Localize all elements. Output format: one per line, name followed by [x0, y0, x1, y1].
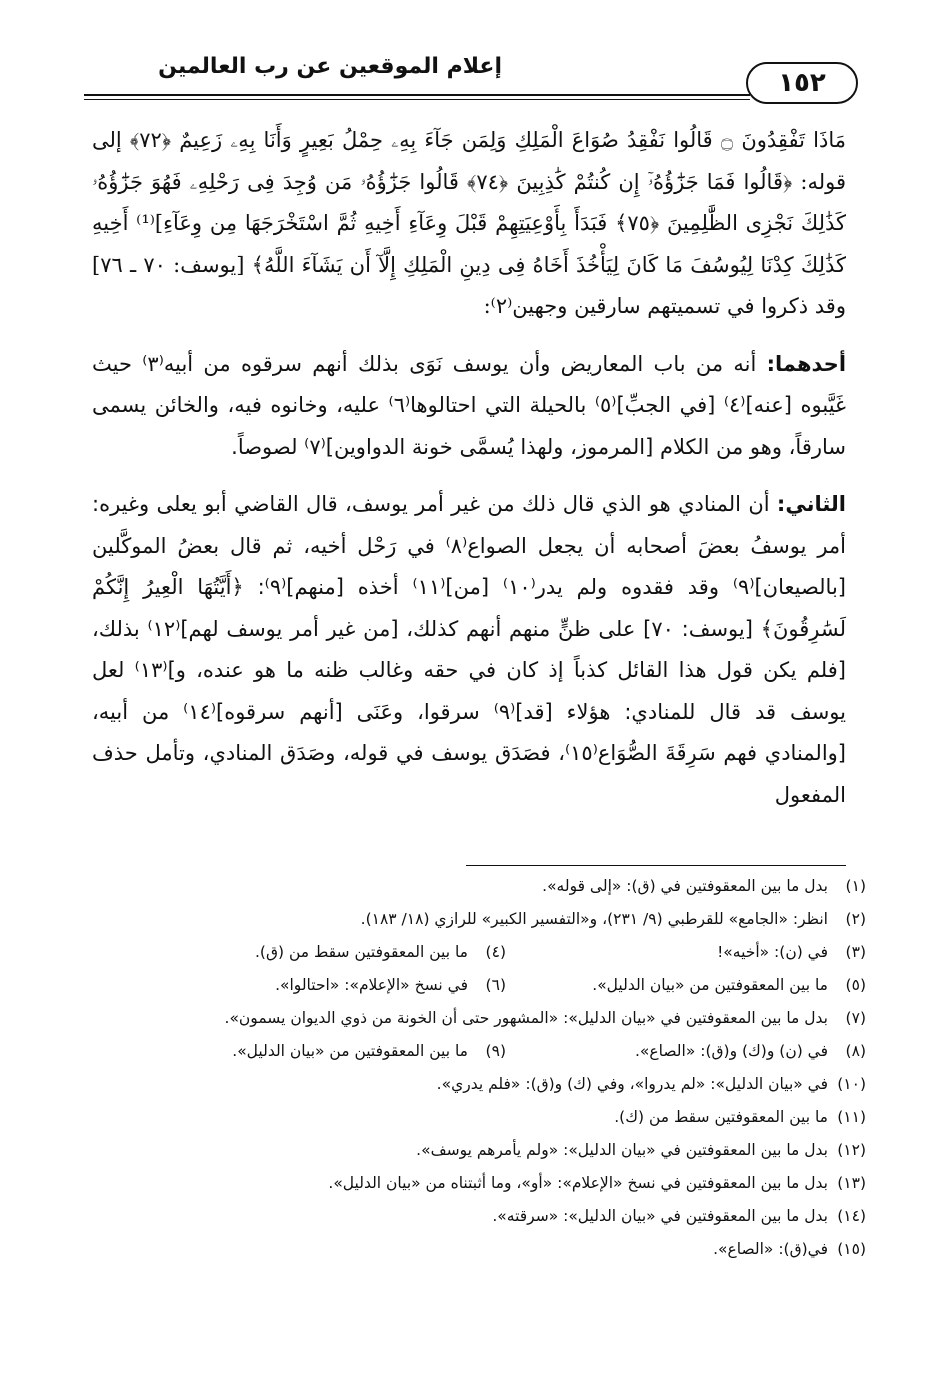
running-title: إعلام الموقعين عن رب العالمين	[158, 54, 502, 79]
paragraph-second-view	[92, 484, 846, 816]
footnotes	[92, 876, 866, 1272]
footnote-item	[92, 1074, 866, 1094]
footnote-text: في(ق): «الصاع».	[713, 1240, 828, 1258]
footnote-text: ما بين المعقوفتين من «بيان الدليل».	[592, 976, 828, 994]
footnote-text: في (ن) و(ك) و(ق): «الصاع».	[634, 1042, 828, 1060]
footnote-item	[92, 1239, 866, 1259]
paragraph-first-view	[92, 344, 846, 469]
paragraph-lead-first: أحدهما:	[766, 351, 847, 376]
footnote-number: (٢)	[845, 910, 866, 928]
footnote-text: بدل ما بين المعقوفتين في «بيان الدليل»: «سرقته».	[492, 1207, 828, 1225]
footnote-number: (١٠)	[837, 1075, 866, 1093]
footnote-item	[92, 1140, 866, 1160]
footnote-item	[92, 1008, 866, 1028]
footnote-number: (٥)	[845, 976, 866, 994]
footnote-number: (٣)	[845, 943, 866, 961]
footnote-text: انظر: «الجامع» للقرطبي (٩/ ٢٣١)، و«التفسير الكبير» للرازي (١٨/ ١٨٣).	[360, 910, 828, 928]
paragraph-lead-second: الثاني:	[776, 492, 846, 516]
footnote-text: بدل ما بين المعقوفتين في (ق): «إلى قوله».	[542, 877, 828, 895]
header-rule	[84, 94, 750, 96]
footnote-text: بدل ما بين المعقوفتين في «بيان الدليل»: «ولم يأمرهم يوسف».	[416, 1141, 828, 1159]
footnote-item	[92, 876, 866, 896]
page-number: ١٥٢	[778, 68, 826, 98]
footnote-number: (١٥)	[837, 1240, 866, 1258]
footnote-item	[92, 909, 866, 929]
footnote-text: بدل ما بين المعقوفتين في نسخ «الإعلام»: «أو»، وما أثبتناه من «بيان الدليل».	[328, 1174, 828, 1192]
footnote-number: (٨)	[845, 1042, 866, 1060]
footnote-pair	[92, 1041, 866, 1061]
footnote-text: ما بين المعقوفتين سقط من (ق).	[254, 943, 468, 961]
footnote-number: (١)	[845, 877, 866, 895]
footnote-text: ما بين المعقوفتين من «بيان الدليل».	[232, 1042, 468, 1060]
footnote-number: (٧)	[845, 1009, 866, 1027]
footnote-number: (١٣)	[837, 1174, 866, 1192]
header-rule-thin	[84, 99, 750, 100]
footnote-number: (٩)	[485, 1042, 506, 1060]
footnote-item	[92, 1173, 866, 1193]
footnote-number: (٤)	[485, 943, 506, 961]
quran-verses-block: مَاذَا تَفْقِدُونَ ۝ قَالُوا نَفْقِدُ صُوَاعَ الْمَلِكِ وَلِمَن جَآءَ بِهِۦ حِمْلُ بَعِيرٍ وَأَنَا بِهِۦ زَعِيمٌ ﴿٧٢﴾ إلى قوله: ﴿قَالُوا فَمَا جَزَٰٓؤُهُۥٓ إِن كُنتُمْ كَٰذِبِينَ ﴿٧٤﴾ قَالُوا جَزَٰٓؤُهُۥ مَن وُجِدَ فِى رَحْلِهِۦ فَهُوَ جَزَٰٓؤُهُۥ كَذَٰلِكَ نَجْزِى الظَّٰلِمِينَ ﴿٧٥﴾ فَبَدَأَ بِأَوْعِيَتِهِمْ قَبْلَ وِعَآءِ أَخِيهِ ثُمَّ اسْتَخْرَجَهَا مِن وِعَآءِ]⁽¹⁾ أَخِيهِ كَذَٰلِكَ كِدْنَا لِيُوسُفَ مَا كَانَ لِيَأْخُذَ أَخَاهُ فِى دِينِ الْمَلِكِ إِلَّآ أَن يَشَآءَ اللَّهُ﴾ [يوسف: ٧٠ ـ ٧٦] وقد ذكروا في تسميتهم سارقين وجهين⁽٢⁾:	[92, 128, 846, 318]
footnote-pair	[92, 975, 866, 995]
footnote-item	[92, 1107, 866, 1127]
footnote-text: ما بين المعقوفتين سقط من (ك).	[614, 1108, 828, 1126]
footnote-number: (١١)	[837, 1108, 866, 1126]
page-header	[84, 44, 862, 114]
footnote-text: في نسخ «الإعلام»: «احتالوا».	[275, 976, 468, 994]
footnote-number: (١٢)	[837, 1141, 866, 1159]
footnote-text: في «بيان الدليل»: «لم يدروا»، وفي (ك) و(ق): «فلم يدري».	[436, 1075, 828, 1093]
footnote-pair	[92, 942, 866, 962]
footnote-separator	[466, 865, 846, 866]
footnote-number: (١٤)	[837, 1207, 866, 1225]
footnote-item	[92, 1206, 866, 1226]
paragraph-body-second: أن المنادي هو الذي قال ذلك من غير أمر يوسف، قال القاضي أبو يعلى وغيره: أمر يوسفُ بعضَ أصحابه أن يجعل الصواع⁽٨⁾ في رَحْل أخيه، ثم قال بعضُ الموكَّلين [بالصيعان]⁽٩⁾ وقد فقدوه ولم يدر⁽١٠⁾ [من]⁽١١⁾ أخذه [منهم]⁽٩⁾: ﴿أَيَّتُهَا الْعِيرُ إِنَّكُمْ لَسَٰرِقُونَ﴾ [يوسف: ٧٠] على ظنٍّ منهم أنهم كذلك، [من غير أمر يوسف لهم]⁽١٢⁾ بذلك، [فلم يكن قول هذا القائل كذباً إذ كان في حقه وغالب ظنه ما هو عنده، و]⁽١٣⁾ لعل يوسف قد قال للمنادي: هؤلاء [قد]⁽٩⁾ سرقوا، وعَنَى [أنهم سرقوه]⁽١٤⁾ من أبيه، [والمنادي فهم سَرِقَةَ الصُّوَاع⁽١٥⁾، فصَدَق يوسف في قوله، وصَدَق المنادي، وتأمل حذف المفعول	[92, 492, 847, 807]
main-text	[92, 120, 846, 816]
footnote-text: في (ن): «أخيه»!	[717, 943, 828, 961]
paragraph-body-first: أنه من باب المعاريض وأن يوسف نَوَى بذلك أنهم سرقوه من أبيه⁽٣⁾ حيث غَيَّبوه [عنه]⁽٤⁾ [في الجبِّ]⁽٥⁾ بالحيلة التي احتالوها⁽٦⁾ عليه، وخانوه فيه، والخائن يسمى سارقاً، وهو من الكلام [المرموز، ولهذا يُسمَّى خونة الدواوين]⁽٧⁾ لصوصاً.	[92, 351, 847, 459]
footnote-number: (٦)	[485, 976, 506, 994]
footnote-text: بدل ما بين المعقوفتين في «بيان الدليل»: «المشهور حتى أن الخونة من ذوي الديوان يسمون».	[224, 1009, 828, 1027]
page-number-badge	[746, 62, 858, 104]
